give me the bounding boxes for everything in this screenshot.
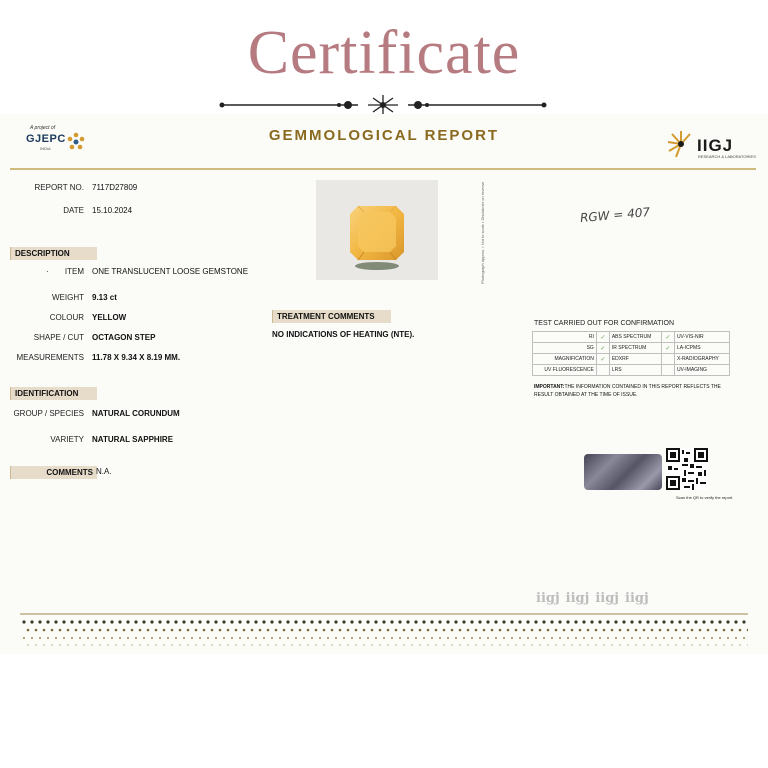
colour-value: YELLOW — [92, 313, 127, 322]
gjepc-logo-text: GJEPC — [26, 133, 66, 145]
variety-label: VARIETY — [50, 435, 84, 444]
table-cell: UV-IMAGING — [674, 365, 729, 376]
table-cell: RI — [533, 332, 597, 343]
photo-disclaimer: Photograph approx. • Not to scale • Disclaimer on reverse — [480, 181, 485, 284]
gjepc-tagline: A project of — [30, 125, 56, 131]
watermark-row — [536, 591, 746, 606]
checkmark-icon — [596, 365, 609, 376]
gemstone-image — [316, 180, 438, 280]
group-label: GROUP / SPECIES — [13, 409, 84, 418]
table-row — [533, 343, 730, 354]
table-cell: EDXRF — [609, 354, 661, 365]
checkmark-icon — [661, 354, 674, 365]
comments-heading: COMMENTS — [10, 466, 97, 479]
table-row — [533, 365, 730, 376]
treatment-value: NO INDICATIONS OF HEATING (NTE). — [272, 330, 415, 339]
report-title: GEMMOLOGICAL REPORT — [268, 127, 500, 144]
table-cell: SG — [533, 343, 597, 354]
description-heading: DESCRIPTION — [10, 247, 97, 260]
important-label: IMPORTANT: — [534, 384, 565, 390]
measurements-label: MEASUREMENTS — [16, 353, 84, 362]
table-cell: IR SPECTRUM — [609, 343, 661, 354]
watermark-logo: iigj — [536, 591, 560, 606]
iigj-logo-text: IIGJ — [697, 136, 734, 155]
measurements-value: 11.78 X 9.34 X 8.19 MM. — [92, 353, 181, 362]
checkmark-icon: ✓ — [661, 332, 674, 343]
watermark-logo: iigj — [595, 591, 620, 606]
important-note — [534, 383, 724, 399]
ornamental-divider — [218, 94, 548, 116]
variety-value: NATURAL SAPPHIRE — [92, 435, 174, 444]
tests-table — [532, 331, 730, 376]
comments-value: N.A. — [96, 467, 112, 476]
item-label: ITEM — [64, 267, 84, 276]
weight-label: WEIGHT — [52, 293, 84, 302]
colour-label: COLOUR — [49, 313, 84, 322]
table-row — [533, 332, 730, 343]
treatment-heading: TREATMENT COMMENTS — [272, 310, 391, 323]
report-number-label: REPORT NO. — [34, 183, 84, 192]
table-cell: MAGNIFICATION — [533, 354, 597, 365]
watermark-logo: iigj — [625, 591, 649, 606]
gjepc-sub: INDIA — [40, 146, 51, 151]
checkmark-icon: ✓ — [596, 332, 609, 343]
qr-code-icon[interactable] — [666, 448, 708, 490]
table-cell: X-RADIOGRAPHY — [674, 354, 729, 365]
table-cell: UV FLUORESCENCE — [533, 365, 597, 376]
decorative-dot-band — [20, 612, 748, 650]
report-number-value: 7117D27809 — [92, 183, 138, 192]
gem-photo — [316, 180, 438, 280]
table-cell: LRS — [609, 365, 661, 376]
header-rule — [10, 168, 756, 170]
table-row — [533, 354, 730, 365]
handwritten-note: RGW = 407 — [579, 204, 651, 226]
iigj-sub: RESEARCH & LABORATORIES — [698, 154, 756, 159]
shape-value: OCTAGON STEP — [92, 333, 156, 342]
hologram-sticker — [584, 454, 662, 490]
table-cell: LA-ICPMS — [674, 343, 729, 354]
date-value: 15.10.2024 — [92, 206, 133, 215]
tests-title: TEST CARRIED OUT FOR CONFIRMATION — [534, 320, 675, 327]
identification-heading: IDENTIFICATION — [10, 387, 97, 400]
checkmark-icon — [661, 365, 674, 376]
bullet-dot: · — [46, 267, 49, 276]
item-value: ONE TRANSLUCENT LOOSE GEMSTONE — [92, 267, 249, 276]
qr-caption: Scan the QR to verify the report — [676, 495, 733, 500]
important-text: THE INFORMATION CONTAINED IN THIS REPORT REFLECTS THE RESULT OBTAINED AT THE TIME OF ISSUE. — [534, 384, 721, 398]
watermark-logo: iigj — [565, 591, 590, 606]
checkmark-icon: ✓ — [596, 343, 609, 354]
shape-label: SHAPE / CUT — [33, 333, 84, 342]
checkmark-icon: ✓ — [596, 354, 609, 365]
page-headline: Certificate — [247, 19, 521, 87]
table-cell: ABS SPECTRUM — [609, 332, 661, 343]
date-label: DATE — [63, 206, 84, 215]
checkmark-icon: ✓ — [661, 343, 674, 354]
weight-value: 9.13 ct — [92, 293, 117, 302]
table-cell: UV-VIS-NIR — [674, 332, 729, 343]
iigj-starburst-icon — [666, 129, 696, 159]
group-value: NATURAL CORUNDUM — [92, 409, 180, 418]
